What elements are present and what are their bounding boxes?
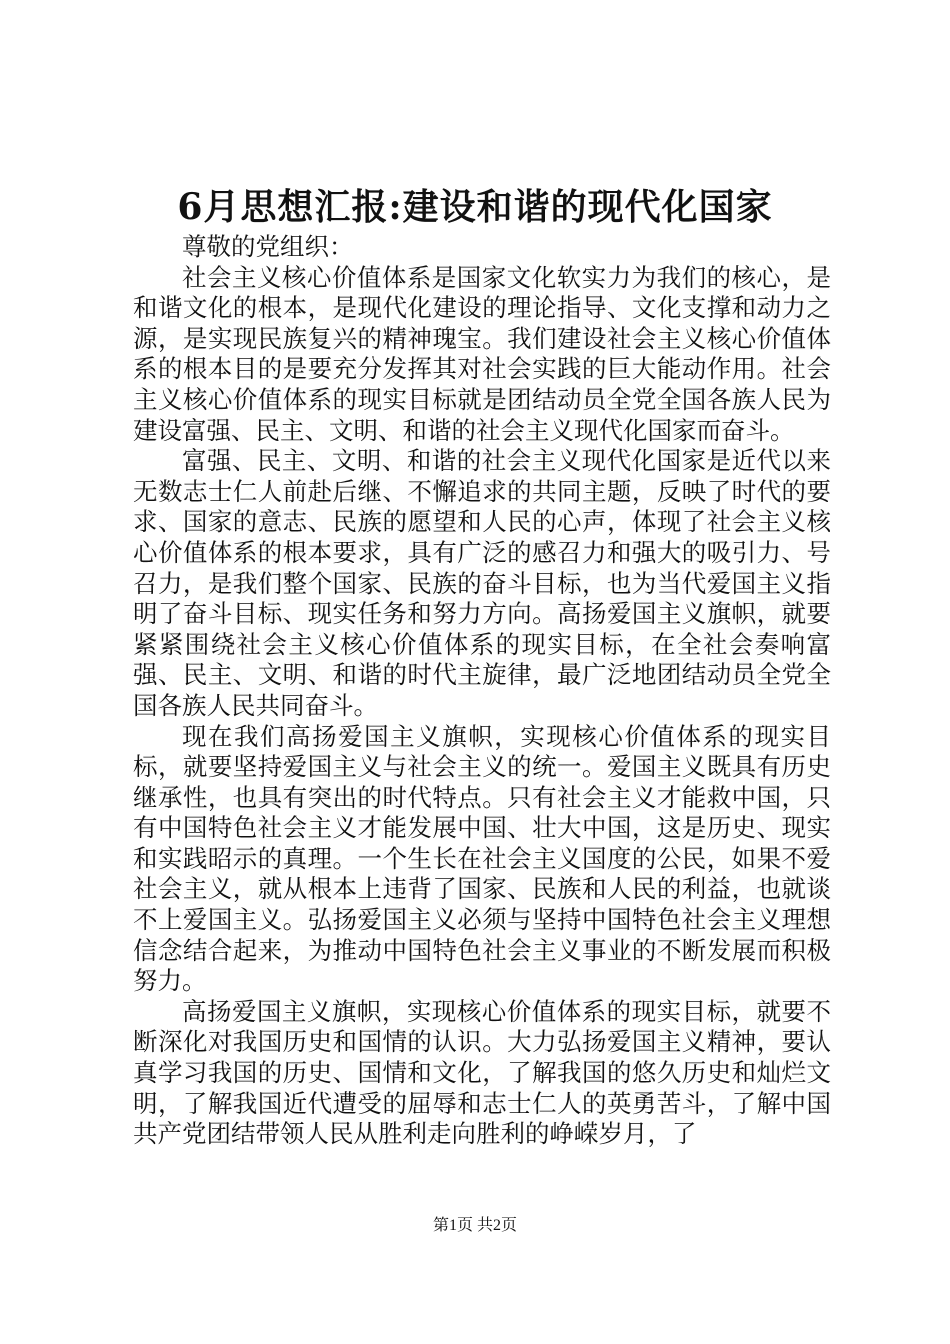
document-body — [133, 232, 831, 1150]
document-title: 6月思想汇报:建设和谐的现代化国家 — [177, 186, 773, 228]
paragraph-2: 富强、民主、文明、和谐的社会主义现代化国家是近代以来无数志士仁人前赴后继、不懈追求的共同主题，反映了时代的要求、国家的意志、民族的愿望和人民的心声，体现了社会主义核心价值体系的根本要求，具有广泛的感召力和强大的吸引力、号召力，是我们整个国家、民族的奋斗目标，也为当代爱国主义指明了奋斗目标、现实任务和努力方向。高扬爱国主义旗帜，就要紧紧围绕社会主义核心价值体系的现实目标，在全社会奏响富强、民主、文明、和谐的时代主旋律，最广泛地团结动员全党全国各族人民共同奋斗。 — [133, 446, 831, 720]
paragraph-3: 现在我们高扬爱国主义旗帜，实现核心价值体系的现实目标，就要坚持爱国主义与社会主义的统一。爱国主义既具有历史继承性，也具有突出的时代特点。只有社会主义才能救中国，只有中国特色社会主义才能发展中国、壮大中国，这是历史、现实和实践昭示的真理。一个生长在社会主义国度的公民，如果不爱社会主义，就从根本上违背了国家、民族和人民的利益，也就谈不上爱国主义。弘扬爱国主义必须与坚持中国特色社会主义理想信念结合起来，为推动中国特色社会主义事业的不断发展而积极努力。 — [133, 721, 831, 996]
paragraph-4: 高扬爱国主义旗帜，实现核心价值体系的现实目标，就要不断深化对我国历史和国情的认识。大力弘扬爱国主义精神，要认真学习我国的历史、国情和文化，了解我国的悠久历史和灿烂文明，了解我国近代遭受的屈辱和志士仁人的英勇苦斗，了解中国共产党团结带领人民从胜利走向胜利的峥嵘岁月，了 — [133, 996, 831, 1149]
salutation: 尊敬的党组织： — [182, 232, 354, 261]
page-number-footer: 第1页 共2页 — [432, 1217, 517, 1234]
paragraph-1: 社会主义核心价值体系是国家文化软实力为我们的核心，是和谐文化的根本，是现代化建设的理论指导、文化支撑和动力之源，是实现民族复兴的精神瑰宝。我们建设社会主义核心价值体系的根本目的是要充分发挥其对社会实践的巨大能动作用。社会主义核心价值体系的现实目标就是团结动员全党全国各族人民为建设富强、民主、文明、和谐的社会主义现代化国家而奋斗。 — [133, 262, 831, 445]
